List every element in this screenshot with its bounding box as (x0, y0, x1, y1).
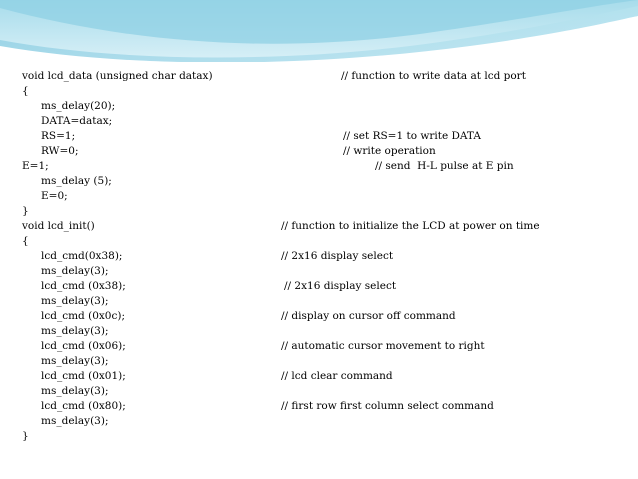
code-text: ms_delay(3); (41, 325, 109, 337)
code-text: { (22, 85, 29, 97)
code-text: E=0; (41, 190, 68, 202)
code-comment: // automatic cursor movement to right (281, 340, 485, 352)
code-text: ms_delay(3); (41, 385, 109, 397)
code-text: } (22, 430, 29, 442)
code-line (0, 99, 638, 114)
code-comment: // first row first column select command (281, 400, 494, 412)
code-comment: // write operation (343, 145, 436, 157)
code-text: RW=0; (41, 145, 79, 157)
code-text: lcd_cmd (0x0c); (41, 310, 125, 322)
code-comment: // function to write data at lcd port (341, 70, 526, 82)
code-text: RS=1; (41, 130, 76, 142)
code-comment: // send H-L pulse at E pin (375, 160, 514, 172)
code-line (0, 159, 638, 174)
code-comment: // function to initialize the LCD at power on time (281, 220, 540, 232)
code-comment: // set RS=1 to write DATA (343, 130, 481, 142)
code-line (0, 129, 638, 144)
code-text: lcd_cmd (0x01); (41, 370, 126, 382)
code-comment: // lcd clear command (281, 370, 393, 382)
code-text: ms_delay(3); (41, 355, 109, 367)
code-comment: // 2x16 display select (284, 280, 397, 292)
code-line (0, 234, 638, 249)
code-line (0, 354, 638, 369)
code-text: ms_delay (5); (41, 175, 112, 187)
code-line (0, 249, 638, 264)
code-line (0, 399, 638, 414)
code-text: lcd_cmd(0x38); (41, 250, 123, 262)
code-line (0, 429, 638, 444)
code-text: void lcd_data (unsigned char datax) (22, 70, 213, 82)
code-text: ms_delay(3); (41, 265, 109, 277)
code-text: ms_delay(20); (41, 100, 116, 112)
code-text: { (22, 235, 29, 247)
code-line (0, 144, 638, 159)
code-text: void lcd_init() (22, 220, 95, 232)
code-line (0, 219, 638, 234)
code-text: lcd_cmd (0x80); (41, 400, 126, 412)
code-line (0, 114, 638, 129)
code-line (0, 264, 638, 279)
code-line (0, 69, 638, 84)
code-comment: // 2x16 display select (281, 250, 394, 262)
code-line (0, 384, 638, 399)
code-line (0, 294, 638, 309)
code-line (0, 324, 638, 339)
code-line (0, 369, 638, 384)
code-line (0, 84, 638, 99)
code-line (0, 279, 638, 294)
code-text: ms_delay(3); (41, 415, 109, 427)
code-line (0, 339, 638, 354)
code-text: } (22, 205, 29, 217)
code-line (0, 309, 638, 324)
code-line (0, 189, 638, 204)
code-text: lcd_cmd (0x06); (41, 340, 126, 352)
code-line (0, 414, 638, 429)
code-text: lcd_cmd (0x38); (41, 280, 126, 292)
code-text: ms_delay(3); (41, 295, 109, 307)
code-text: DATA=datax; (41, 115, 113, 127)
code-comment: // display on cursor off command (281, 310, 456, 322)
code-text: E=1; (22, 160, 49, 172)
code-line (0, 204, 638, 219)
code-line (0, 174, 638, 189)
